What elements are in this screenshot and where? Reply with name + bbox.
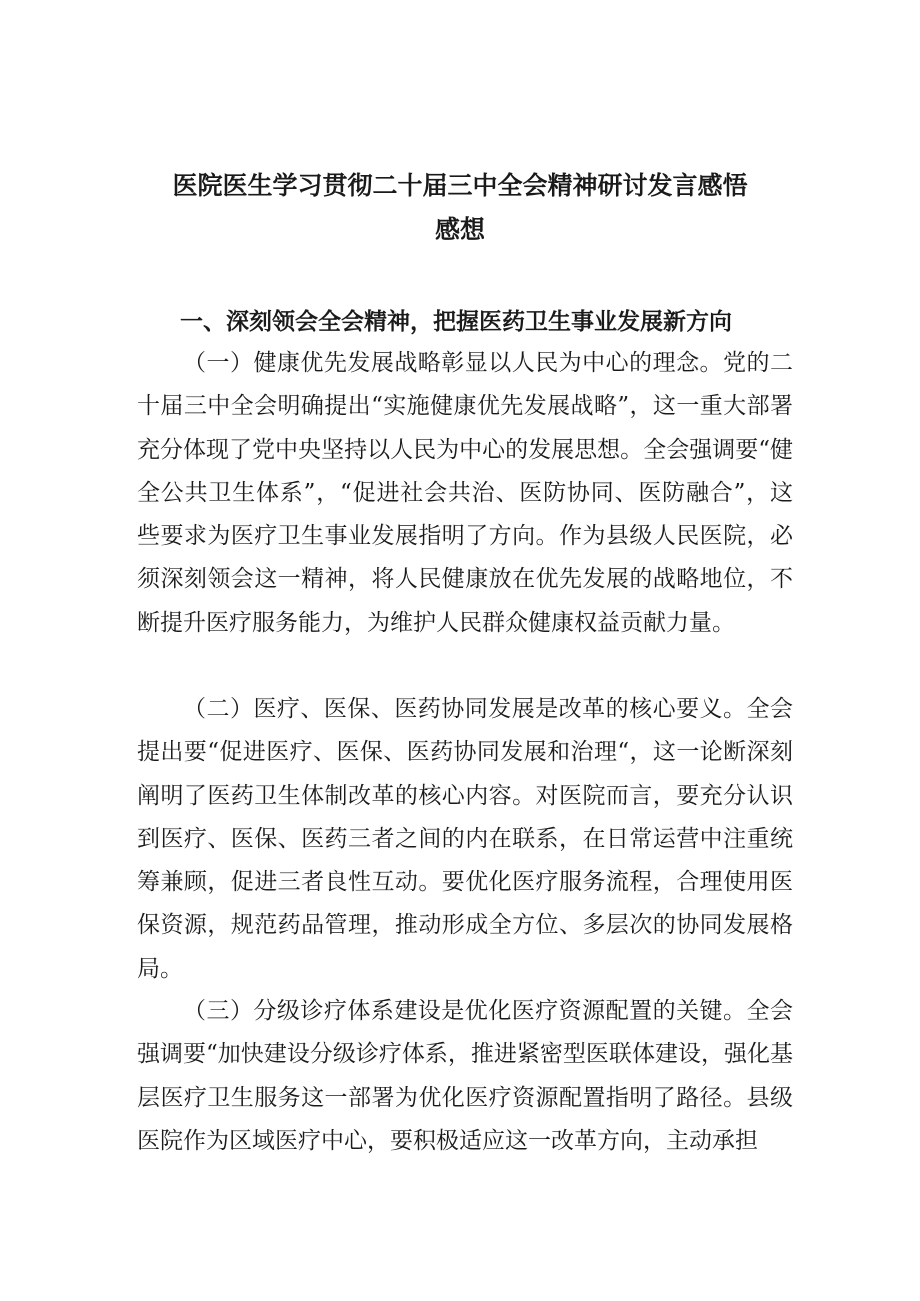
document-title-line-1: 医院医生学习贯彻二十届三中全会精神研讨发言感悟 <box>172 171 748 200</box>
paragraph-2: （二）医疗、医保、医药协同发展是改革的核心要义。全会提出要“促进医疗、医保、医药协同发展和治理“，这一论断深刻阐明了医药卫生体制改革的核心内容。对医院而言，要充分认识到医疗、医保、医药三者之间的内在联系，在日常运营中注重统筹兼顾，促进三者良性互动。要优化医疗服务流程，合理使用医保资源，规范药品管理，推动形成全方位、多层次的协同发展格局。 <box>137 696 793 982</box>
paragraph-1: （一）健康优先发展战略彰显以人民为中心的理念。党的二十届三中全会明确提出“实施健康优先发展战略”，这一重大部署充分体现了党中央坚持以人民为中心的发展思想。全会强调要“健全公共卫生体系”，“促进社会共治、医防协同、医防融合”，这些要求为医疗卫生事业发展指明了方向。作为县级人民医院，必须深刻领会这一精神，将人民健康放在优先发展的战略地位，不断提升医疗服务能力，为维护人民群众健康权益贡献力量。 <box>137 350 793 636</box>
document-title-line-2: 感想 <box>434 215 485 244</box>
paragraph-3: （三）分级诊疗体系建设是优化医疗资源配置的关键。全会强调要“加快建设分级诊疗体系，推进紧密型医联体建设，强化基层医疗卫生服务这一部署为优化医疗资源配置指明了路径。县级医院作为区域医疗中心，要积极适应这一改革方向，主动承担 <box>137 998 793 1154</box>
section-heading: 一、深刻领会全会精神，把握医药卫生事业发展新方向 <box>180 309 732 335</box>
